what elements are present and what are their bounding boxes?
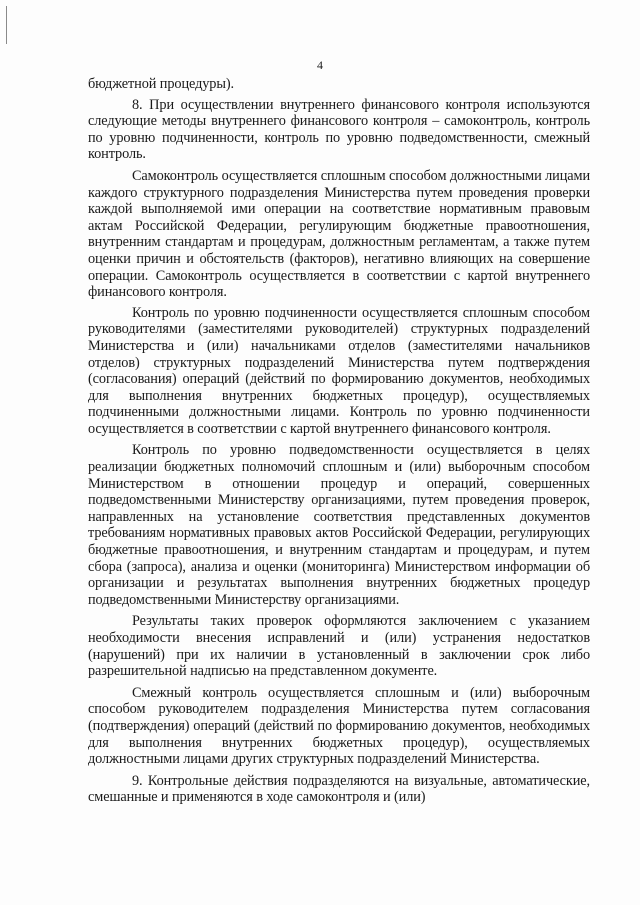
paragraph-item-8: 8. При осуществлении внутреннего финансового контроля используются следующие методы внутреннего финансового контроля – самоконтроль, контроль по уровню подчиненности, контроль по уровню подведомственности, смежный контроль. <box>88 96 590 163</box>
paragraph-continuation: бюджетной процедуры). <box>88 76 234 92</box>
scan-edge-mark <box>6 6 7 44</box>
paragraph-subordination-control: Контроль по уровню подчиненности осуществляется сплошным способом руководителями (заместителями руководителей) структурных подразделений Министерства и (или) начальниками отделов (заместителями начальников отделов) структурных подразделений Министерства путем подтверждения (согласования) операций (действий по формированию документов, необходимых для выполнения внутренних бюджетных процедур), осуществляемых подчиненными должностными лицами. Контроль по уровню подчиненности осуществляется в соответствии с картой внутреннего финансового контроля. <box>88 304 590 437</box>
paragraph-check-results: Результаты таких проверок оформляются заключением с указанием необходимости внесения исправлений и (или) устранения недостатков (нарушений) при их наличии в установленный в заключении срок либо разрешительной надписью на представленном документе. <box>88 613 590 680</box>
page-number: 4 <box>317 58 323 72</box>
paragraph-adjacent-control: Смежный контроль осуществляется сплошным и (или) выборочным способом руководителем подразделения Министерства путем согласования (подтверждения) операций (действий по формированию документов, необходимых для выполнения внутренних бюджетных процедур), осуществляемых должностными лицами других структурных подразделений Министерства. <box>88 684 590 768</box>
document-body <box>88 76 590 806</box>
paragraph-departmental-control: Контроль по уровню подведомственности осуществляется в целях реализации бюджетных полномочий сплошным и (или) выборочным способом Министерством в отношении процедур и операций, совершенных подведомственными Министерству организациями, путем проведения проверок, направленных на установление соответствия представленных документов требованиям нормативных правовых актов Российской Федерации, регулирующих бюджетные правоотношения, и внутренним стандартам и процедурам, и путем сбора (запроса), анализа и оценки (мониторинга) Министерством информации об организации и результатах выполнения внутренних бюджетных процедур подведомственными Министерству организациями. <box>88 442 590 608</box>
paragraph-self-control: Самоконтроль осуществляется сплошным способом должностными лицами каждого структурного подразделения Министерства путем проведения проверки каждой выполняемой ими операции на соответствие нормативным правовым актам Российской Федерации, регулирующим бюджетные правоотношения, внутренним стандартам и процедурам, должностным регламентам, а также путем оценки причин и обстоятельств (факторов), негативно влияющих на совершение операции. Самоконтроль осуществляется в соответствии с картой внутреннего финансового контроля. <box>88 167 590 301</box>
paragraph-item-9: 9. Контрольные действия подразделяются на визуальные, автоматические, смешанные и применяются в ходе самоконтроля и (или) <box>88 772 590 806</box>
